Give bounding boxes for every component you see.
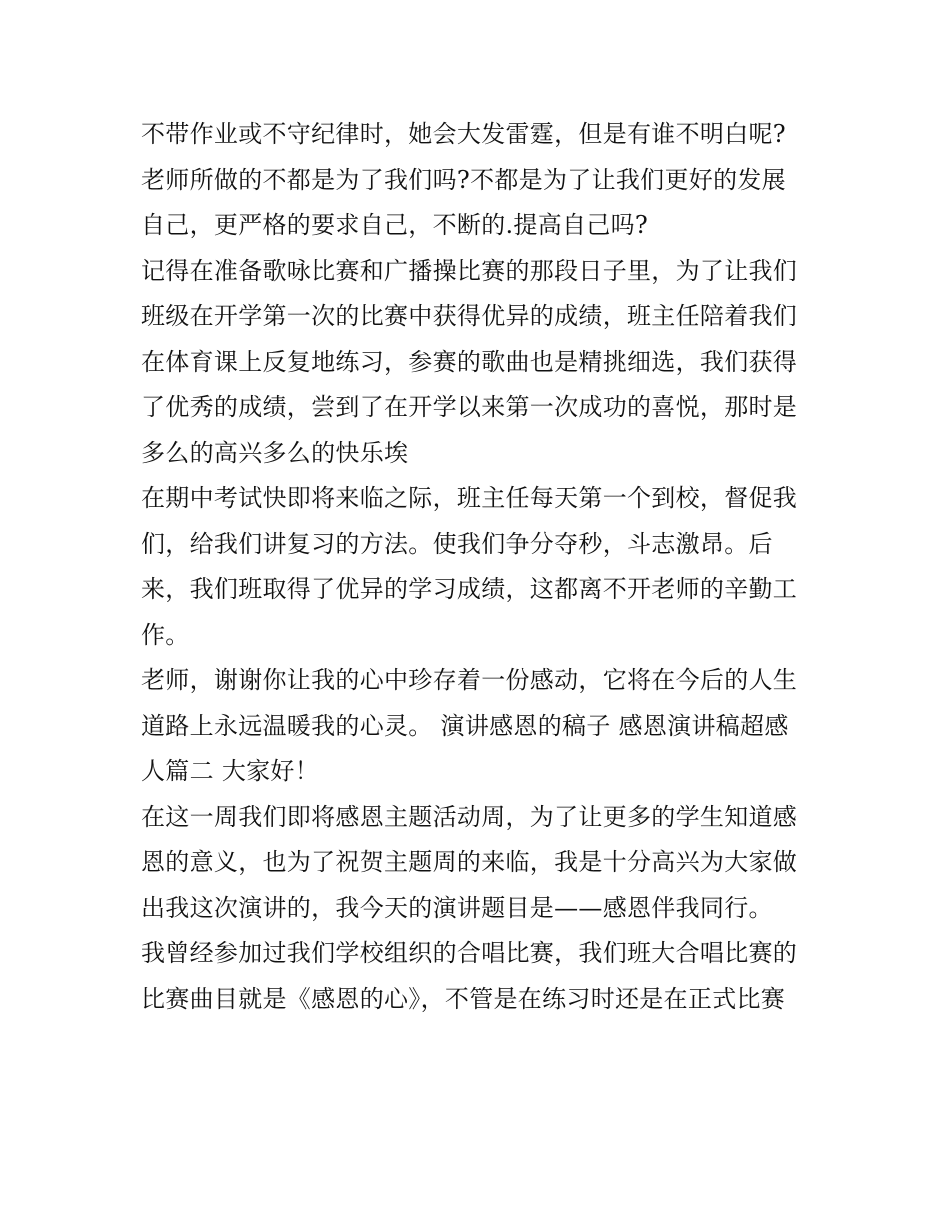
text-line: 比赛曲目就是《感恩的心》，不管是在练习时还是在正式比赛: [141, 984, 786, 1013]
text-line: 老师，谢谢你让我的心中珍存着一份感动，它将在今后的人生: [141, 666, 798, 694]
text-line: 人篇二 大家好！: [141, 757, 320, 785]
text-line: 多么的高兴多么的快乐埃: [141, 438, 409, 467]
text-line: 老师所做的不都是为了我们吗?不都是为了让我们更好的发展: [141, 165, 786, 194]
text-line: 来，我们班取得了优异的学习成绩，这都离不开老师的辛勤工: [141, 575, 798, 603]
text-line: 在这一周我们即将感恩主题活动周，为了让更多的学生知道感: [141, 802, 798, 831]
document-body: [141, 112, 821, 1022]
text-line: 我曾经参加过我们学校组织的合唱比赛，我们班大合唱比赛的: [141, 939, 798, 967]
text-line: 作。: [141, 620, 190, 649]
text-line: 了优秀的成绩，尝到了在开学以来第一次成功的喜悦，那时是: [141, 393, 798, 421]
text-line: 不带作业或不守纪律时，她会大发雷霆，但是有谁不明白呢?: [141, 120, 786, 148]
text-line: 记得在准备歌咏比赛和广播操比赛的那段日子里，为了让我们: [141, 256, 798, 285]
text-line: 在期中考试快即将来临之际，班主任每天第一个到校，督促我: [141, 484, 798, 512]
text-line: 出我这次演讲的，我今天的演讲题目是——感恩伴我同行。: [141, 893, 773, 922]
text-line: 道路上永远温暖我的心灵。 演讲感恩的稿子 感恩演讲稿超感: [141, 711, 789, 740]
text-line: 恩的意义，也为了祝贺主题周的来临，我是十分高兴为大家做: [141, 848, 798, 876]
text-line: 自己，更严格的要求自己，不断的.提高自己吗?: [141, 211, 649, 239]
text-line: 班级在开学第一次的比赛中获得优异的成绩，班主任陪着我们: [141, 302, 798, 330]
text-line: 在体育课上反复地练习，参赛的歌曲也是精挑细选，我们获得: [141, 347, 798, 376]
text-line: 们，给我们讲复习的方法。使我们争分夺秒，斗志激昂。后: [141, 529, 773, 558]
